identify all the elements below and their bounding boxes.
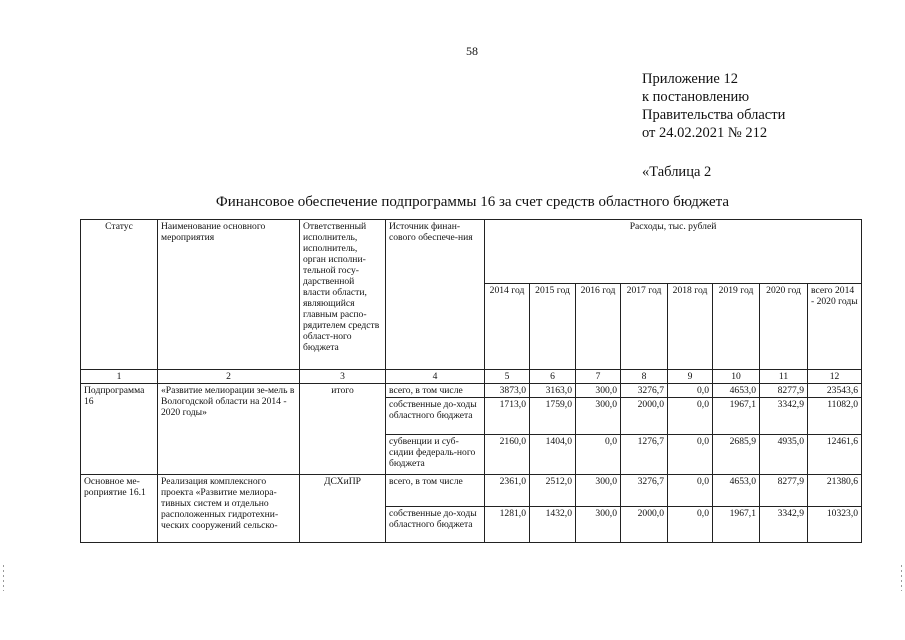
column-number: 5 [485, 370, 530, 384]
value-cell: 2361,0 [485, 475, 530, 507]
status-cell: Основное ме-роприятие 16.1 [81, 475, 158, 543]
value-cell: 1276,7 [621, 435, 668, 475]
status-cell: Подпрограмма 16 [81, 384, 158, 475]
appendix-line: к постановлению [642, 89, 750, 105]
value-cell: 3163,0 [530, 384, 576, 398]
appendix-line: Правительства области [642, 107, 786, 123]
column-number: 12 [808, 370, 862, 384]
column-number: 11 [760, 370, 808, 384]
value-cell: 8277,9 [760, 384, 808, 398]
value-cell: 0,0 [668, 475, 713, 507]
executor-cell: ДСХиПР [300, 475, 386, 543]
header-row [81, 220, 862, 284]
table-row [81, 475, 862, 507]
column-number-row [81, 370, 862, 384]
value-cell: 11082,0 [808, 398, 862, 435]
source-cell: всего, в том числе [386, 384, 485, 398]
source-cell: собственные до-ходы областного бюджета [386, 398, 485, 435]
column-number: 6 [530, 370, 576, 384]
header-year: 2019 год [713, 284, 760, 370]
value-cell: 0,0 [668, 507, 713, 543]
value-cell: 0,0 [668, 435, 713, 475]
table-row [81, 384, 862, 398]
value-cell: 1281,0 [485, 507, 530, 543]
header-year: 2016 год [576, 284, 621, 370]
value-cell: 21380,6 [808, 475, 862, 507]
value-cell: 300,0 [576, 398, 621, 435]
column-number: 7 [576, 370, 621, 384]
column-number: 8 [621, 370, 668, 384]
value-cell: 2160,0 [485, 435, 530, 475]
source-cell: собственные до-ходы областного бюджета [386, 507, 485, 543]
header-year: 2015 год [530, 284, 576, 370]
scan-edge-mark [901, 565, 902, 591]
source-cell: всего, в том числе [386, 475, 485, 507]
value-cell: 8277,9 [760, 475, 808, 507]
header-year: 2017 год [621, 284, 668, 370]
column-number: 4 [386, 370, 485, 384]
measure-cell: Реализация комплексного проекта «Развитие мелиора-тивных систем и отдельно расположенных гидротехни-ческих сооружений сельско- [158, 475, 300, 543]
page-number: 58 [466, 44, 478, 58]
value-cell: 2000,0 [621, 398, 668, 435]
value-cell: 2000,0 [621, 507, 668, 543]
header-year: 2014 год [485, 284, 530, 370]
value-cell: 1967,1 [713, 398, 760, 435]
value-cell: 0,0 [576, 435, 621, 475]
header-executor: Ответственный исполнитель, исполнитель, орган исполни-тельной госу-дарственной власти области, являющийся главным распо-рядителем средств област-ного бюджета [300, 220, 386, 370]
column-number: 9 [668, 370, 713, 384]
header-year-total: всего 2014 - 2020 годы [808, 284, 862, 370]
financing-table [80, 219, 862, 543]
value-cell: 1759,0 [530, 398, 576, 435]
table-label: «Таблица 2 [642, 164, 712, 180]
value-cell: 3342,9 [760, 507, 808, 543]
value-cell: 10323,0 [808, 507, 862, 543]
header-year: 2020 год [760, 284, 808, 370]
column-number: 1 [81, 370, 158, 384]
source-cell: субвенции и суб-сидии федераль-ного бюджета [386, 435, 485, 475]
header-year: 2018 год [668, 284, 713, 370]
document-title: Финансовое обеспечение подпрограммы 16 за счет средств областного бюджета [215, 194, 730, 210]
measure-cell: «Развитие мелиорации зе-мель в Вологодской области на 2014 - 2020 годы» [158, 384, 300, 475]
value-cell: 1432,0 [530, 507, 576, 543]
value-cell: 3276,7 [621, 475, 668, 507]
value-cell: 12461,6 [808, 435, 862, 475]
value-cell: 1404,0 [530, 435, 576, 475]
value-cell: 1967,1 [713, 507, 760, 543]
appendix-block [642, 70, 785, 142]
appendix-line: от 24.02.2021 № 212 [642, 125, 768, 141]
value-cell: 300,0 [576, 507, 621, 543]
value-cell: 23543,6 [808, 384, 862, 398]
header-measure: Наименование основного мероприятия [158, 220, 300, 370]
value-cell: 2512,0 [530, 475, 576, 507]
header-status: Статус [81, 220, 158, 370]
column-number: 10 [713, 370, 760, 384]
value-cell: 300,0 [576, 384, 621, 398]
header-expenses: Расходы, тыс. рублей [485, 220, 862, 284]
value-cell: 4653,0 [713, 475, 760, 507]
value-cell: 1713,0 [485, 398, 530, 435]
value-cell: 3873,0 [485, 384, 530, 398]
value-cell: 3276,7 [621, 384, 668, 398]
value-cell: 3342,9 [760, 398, 808, 435]
appendix-line: Приложение 12 [642, 71, 738, 87]
value-cell: 0,0 [668, 384, 713, 398]
value-cell: 4935,0 [760, 435, 808, 475]
scan-edge-mark [3, 565, 4, 591]
executor-cell: итого [300, 384, 386, 475]
value-cell: 300,0 [576, 475, 621, 507]
value-cell: 0,0 [668, 398, 713, 435]
column-number: 3 [300, 370, 386, 384]
header-source: Источник финан-сового обеспече-ния [386, 220, 485, 370]
column-number: 2 [158, 370, 300, 384]
value-cell: 2685,9 [713, 435, 760, 475]
value-cell: 4653,0 [713, 384, 760, 398]
